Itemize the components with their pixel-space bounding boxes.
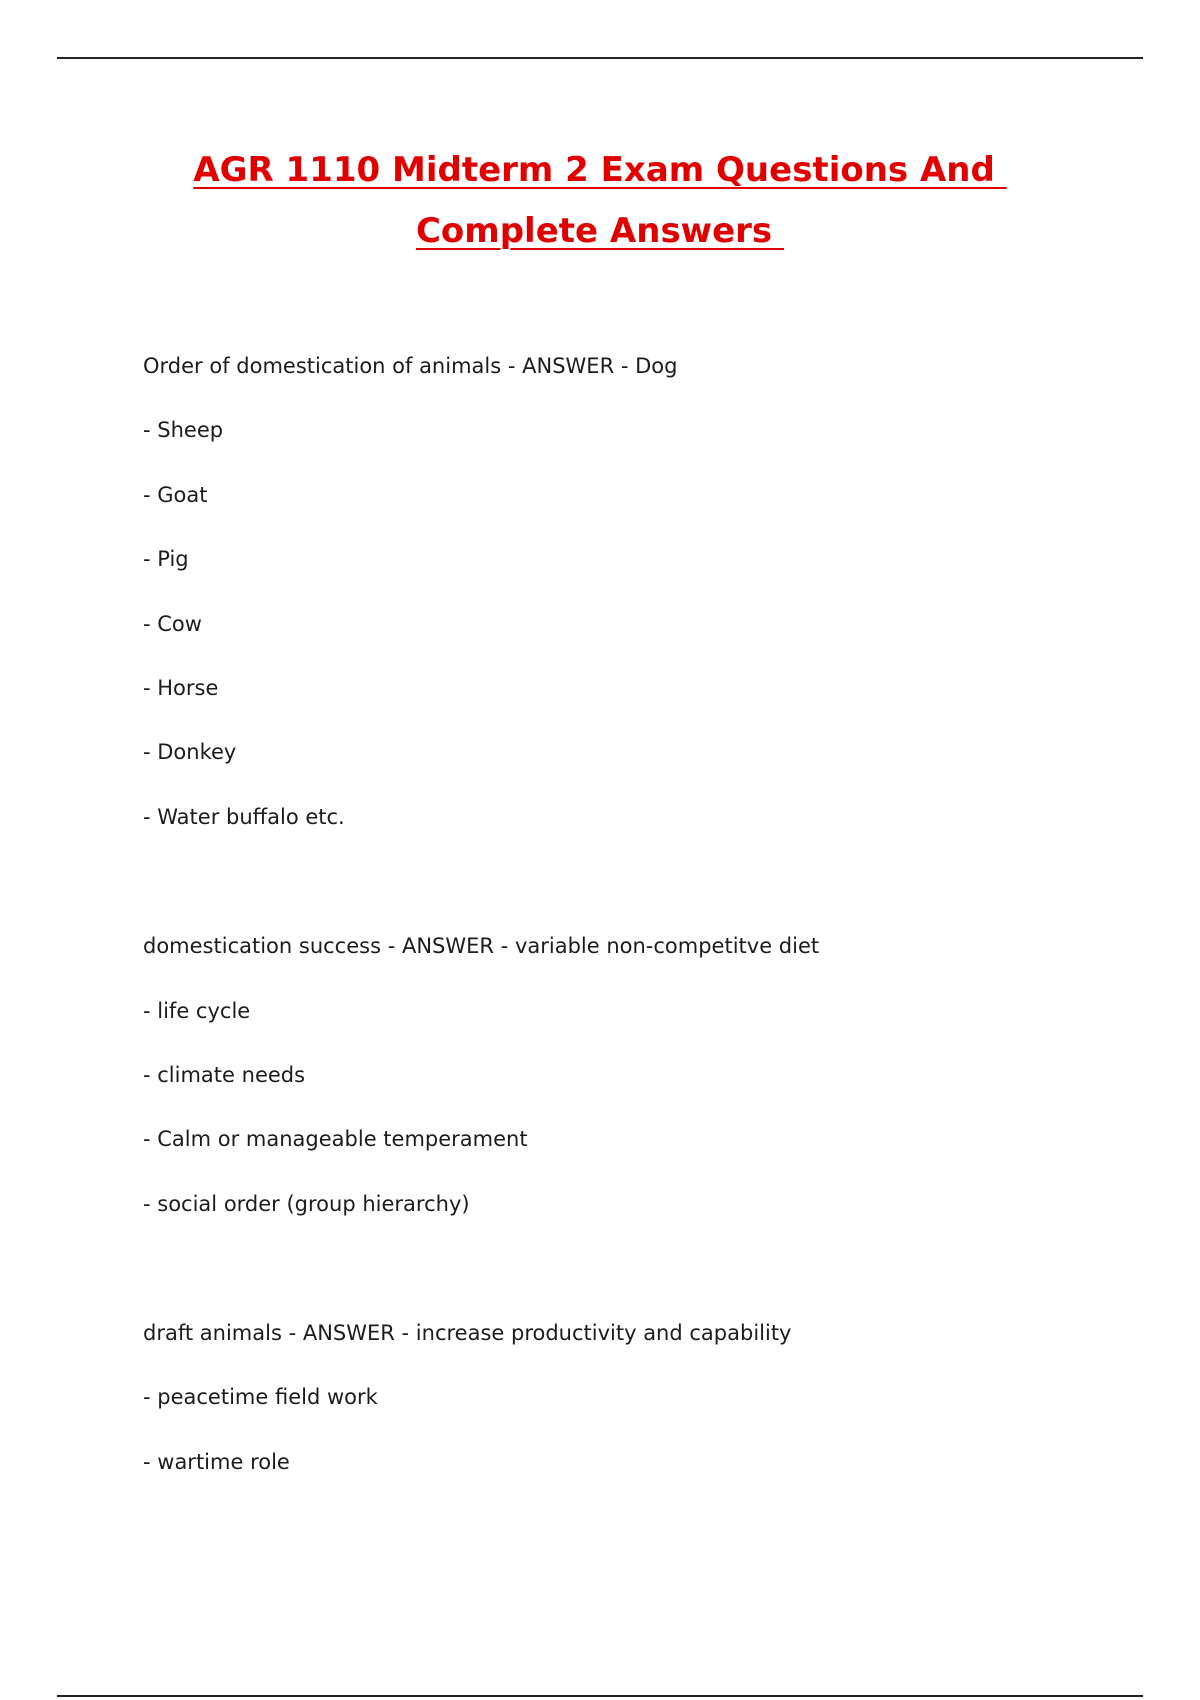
page-title xyxy=(0,140,1200,262)
answer-marker: ANSWER xyxy=(401,934,494,959)
answer-item: - life cycle xyxy=(143,998,251,1023)
footer-rule xyxy=(57,1695,1143,1697)
question-text: Order of domestication of animals xyxy=(143,354,502,378)
answer-text: Dog xyxy=(635,354,678,378)
answer-text: variable non-competitve diet xyxy=(514,934,820,959)
answer-marker: ANSWER xyxy=(302,1321,395,1346)
answer-item: - Donkey xyxy=(143,740,237,765)
qa-question-line: draft animals - ANSWER - increase productivity and capability xyxy=(143,1321,792,1346)
answer-item: - Pig xyxy=(143,547,189,572)
qa-block xyxy=(143,928,1143,1250)
answer-item: - Water buffalo etc. xyxy=(143,804,345,829)
answer-item: - Horse xyxy=(143,675,219,700)
answer-item: - Calm or manageable temperament xyxy=(143,1127,528,1152)
answer-item: - Goat xyxy=(143,482,208,507)
answer-item: - Sheep xyxy=(143,418,224,443)
qa-question-line: Order of domestication of animals - ANSWER - Dog xyxy=(143,354,678,378)
section-gap xyxy=(143,1250,1143,1315)
question-text: domestication success xyxy=(143,934,382,959)
qa-question-line: domestication success - ANSWER - variable non-competitve diet xyxy=(143,934,820,959)
qa-block xyxy=(143,1315,1143,1508)
qa-list xyxy=(143,348,1143,1508)
answer-item: - climate needs xyxy=(143,1062,306,1087)
section-gap xyxy=(143,863,1143,928)
title-line-2: Complete Answers xyxy=(415,211,784,251)
answer-item: - peacetime field work xyxy=(143,1385,378,1410)
title-line-1: AGR 1110 Midterm 2 Exam Questions And xyxy=(193,150,1007,190)
question-text: draft animals xyxy=(143,1321,282,1346)
answer-item: - Cow xyxy=(143,611,202,636)
header-rule xyxy=(57,57,1143,59)
answer-text: increase productivity and capability xyxy=(415,1321,792,1346)
qa-block xyxy=(143,348,1143,863)
answer-marker: ANSWER xyxy=(522,354,615,378)
answer-item: - social order (group hierarchy) xyxy=(143,1191,470,1216)
answer-item: - wartime role xyxy=(143,1449,290,1474)
